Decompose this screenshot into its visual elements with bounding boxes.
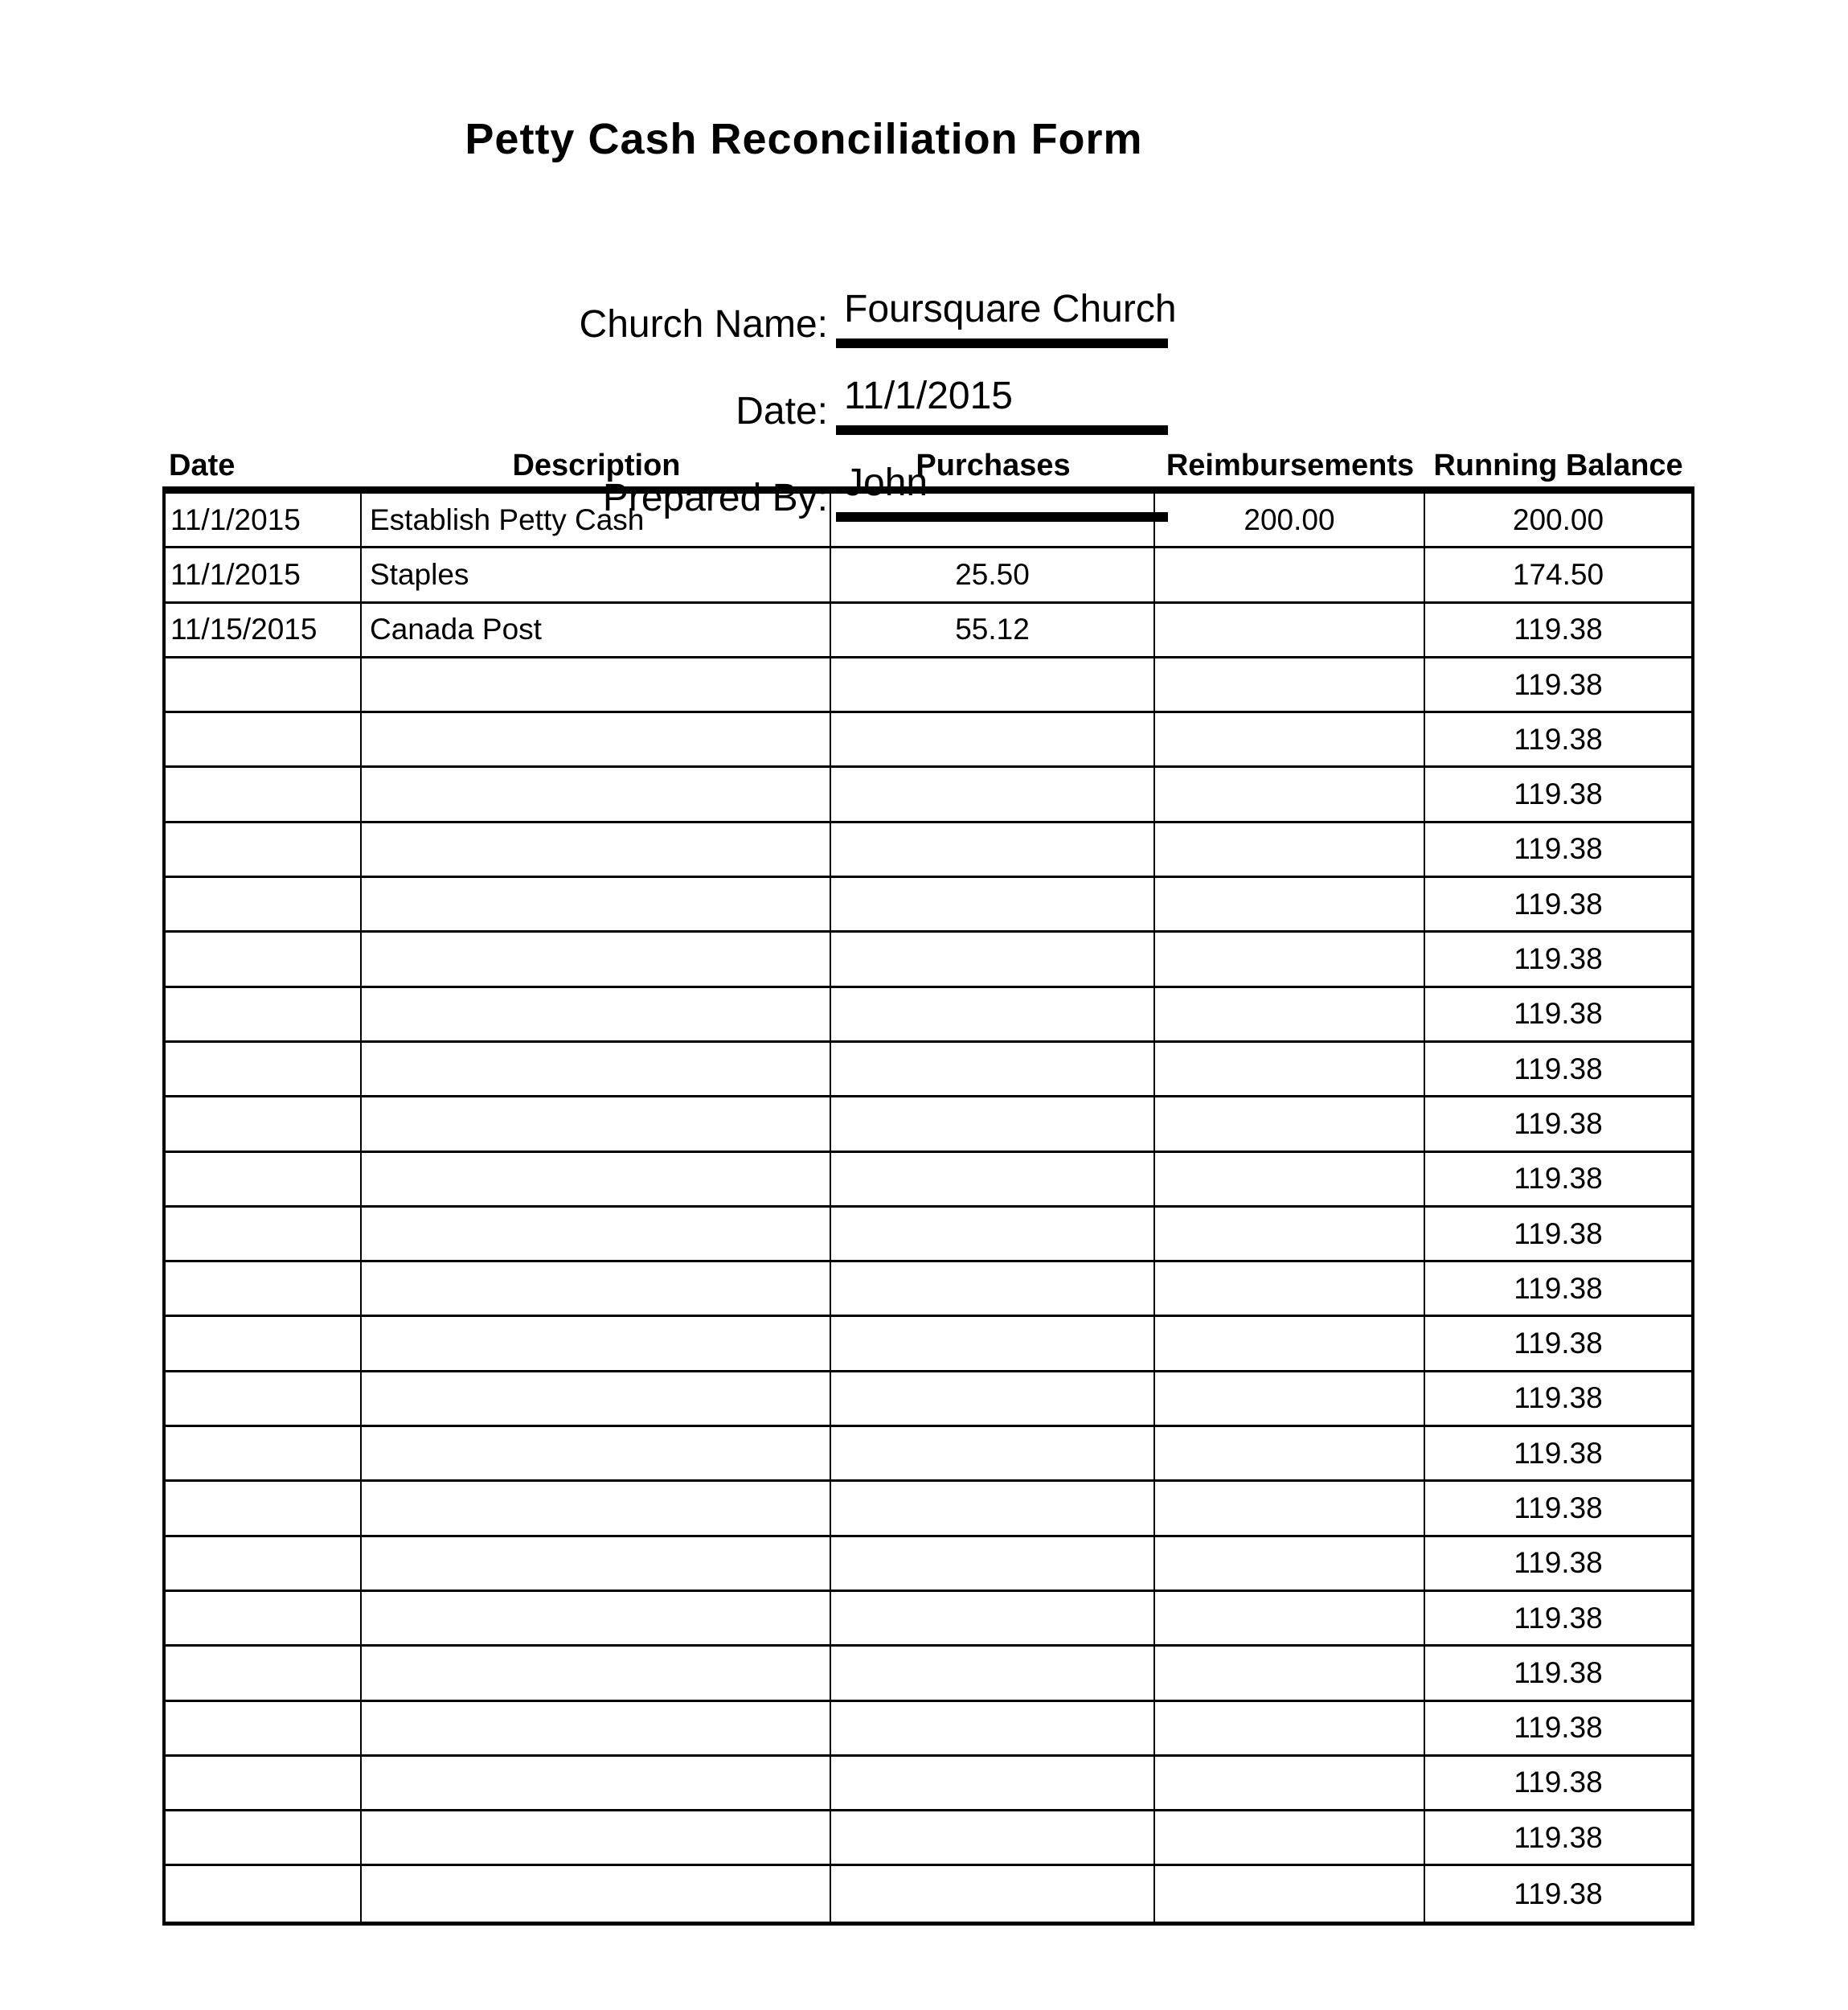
table-row bbox=[166, 768, 1691, 822]
table-row bbox=[166, 823, 1691, 878]
date-label: Date: bbox=[736, 390, 828, 433]
cell-date bbox=[166, 1647, 362, 1699]
cell-purchases bbox=[831, 658, 1155, 711]
cell-description bbox=[362, 1372, 831, 1425]
table-row bbox=[166, 1427, 1691, 1482]
cell-date: 11/15/2015 bbox=[166, 604, 362, 656]
cell-purchases bbox=[831, 768, 1155, 820]
cell-purchases bbox=[831, 1592, 1155, 1644]
cell-date bbox=[166, 1043, 362, 1095]
cell-reimbursements bbox=[1155, 1317, 1425, 1369]
date-row bbox=[352, 373, 1168, 435]
cell-purchases: 55.12 bbox=[831, 604, 1155, 656]
cell-running-balance: 119.38 bbox=[1514, 1216, 1603, 1250]
cell-reimbursements bbox=[1155, 1097, 1425, 1150]
cell-purchases bbox=[831, 878, 1155, 930]
cell-reimbursements bbox=[1155, 1482, 1425, 1534]
cell-running-balance: 119.38 bbox=[1514, 832, 1603, 866]
cell-running-balance: 119.38 bbox=[1514, 1711, 1603, 1745]
cell-reimbursements bbox=[1155, 1866, 1425, 1921]
cell-description bbox=[362, 1097, 831, 1150]
cell-date bbox=[166, 1702, 362, 1754]
cell-purchases bbox=[831, 1537, 1155, 1590]
church-name-row bbox=[352, 286, 1177, 348]
cell-description bbox=[362, 1262, 831, 1315]
church-name-label: Church Name: bbox=[579, 303, 828, 346]
cell-running-balance: 119.38 bbox=[1514, 887, 1603, 921]
cell-purchases bbox=[831, 1427, 1155, 1479]
cell-description bbox=[362, 1647, 831, 1699]
cell-running-balance: 119.38 bbox=[1514, 1436, 1603, 1470]
cell-running-balance: 119.38 bbox=[1514, 1766, 1603, 1799]
cell-running-balance: 119.38 bbox=[1514, 942, 1603, 976]
cell-purchases bbox=[831, 1208, 1155, 1260]
cell-reimbursements bbox=[1155, 878, 1425, 930]
cell-reimbursements bbox=[1155, 1811, 1425, 1864]
cell-date bbox=[166, 1811, 362, 1864]
cell-description bbox=[362, 1537, 831, 1590]
cell-description bbox=[362, 1811, 831, 1864]
table-row bbox=[166, 1208, 1691, 1262]
cell-description bbox=[362, 1043, 831, 1095]
cell-running-balance: 119.38 bbox=[1514, 1381, 1603, 1415]
table-row bbox=[166, 1537, 1691, 1592]
cell-reimbursements bbox=[1155, 1702, 1425, 1754]
cell-running-balance: 119.38 bbox=[1514, 1655, 1603, 1689]
cell-date bbox=[166, 1097, 362, 1150]
cell-date bbox=[166, 933, 362, 985]
cell-date bbox=[166, 1592, 362, 1644]
cell-description bbox=[362, 1482, 831, 1534]
cell-running-balance: 119.38 bbox=[1514, 1327, 1603, 1360]
cell-date bbox=[166, 1262, 362, 1315]
table-row bbox=[166, 878, 1691, 933]
table-row bbox=[166, 1372, 1691, 1427]
cell-running-balance: 119.38 bbox=[1514, 1601, 1603, 1635]
cell-description bbox=[362, 768, 831, 820]
cell-running-balance: 119.38 bbox=[1514, 1271, 1603, 1305]
cell-purchases bbox=[831, 1811, 1155, 1864]
cell-date bbox=[166, 1208, 362, 1260]
table-row bbox=[166, 1702, 1691, 1757]
cell-reimbursements bbox=[1155, 988, 1425, 1040]
cell-description: Canada Post bbox=[362, 604, 831, 656]
cell-date bbox=[166, 768, 362, 820]
cell-running-balance: 119.38 bbox=[1514, 667, 1603, 701]
cell-purchases bbox=[831, 933, 1155, 985]
church-name-value: Foursquare Church bbox=[836, 286, 1168, 348]
table-row bbox=[166, 1647, 1691, 1701]
cell-purchases bbox=[831, 1317, 1155, 1369]
column-header-date: Date bbox=[169, 449, 236, 482]
cell-description bbox=[362, 1592, 831, 1644]
form-title: Petty Cash Reconciliation Form bbox=[465, 115, 1143, 163]
cell-purchases bbox=[831, 1262, 1155, 1315]
table-row bbox=[166, 1866, 1691, 1921]
cell-reimbursements bbox=[1155, 658, 1425, 711]
cell-purchases bbox=[831, 1043, 1155, 1095]
cell-running-balance: 119.38 bbox=[1514, 1106, 1603, 1140]
cell-running-balance: 200.00 bbox=[1512, 503, 1604, 536]
cell-reimbursements bbox=[1155, 1153, 1425, 1205]
cell-reimbursements bbox=[1155, 1757, 1425, 1809]
ledger-table bbox=[162, 442, 1694, 1926]
cell-reimbursements bbox=[1155, 604, 1425, 656]
cell-running-balance: 119.38 bbox=[1514, 613, 1603, 646]
cell-reimbursements bbox=[1155, 1427, 1425, 1479]
cell-purchases bbox=[831, 494, 1155, 546]
cell-date bbox=[166, 1482, 362, 1534]
ledger-body bbox=[162, 494, 1694, 1926]
cell-running-balance: 119.38 bbox=[1514, 722, 1603, 756]
prepared-by-value: John bbox=[836, 460, 1168, 522]
prepared-by-label: Prepared By: bbox=[602, 477, 828, 519]
table-row bbox=[166, 548, 1691, 603]
cell-reimbursements bbox=[1155, 823, 1425, 876]
cell-date bbox=[166, 658, 362, 711]
cell-running-balance: 119.38 bbox=[1514, 1491, 1603, 1524]
table-row bbox=[166, 1262, 1691, 1317]
cell-purchases bbox=[831, 1757, 1155, 1809]
cell-purchases bbox=[831, 988, 1155, 1040]
cell-description bbox=[362, 1427, 831, 1479]
cell-description bbox=[362, 988, 831, 1040]
cell-reimbursements bbox=[1155, 1647, 1425, 1699]
table-row bbox=[166, 1153, 1691, 1208]
cell-running-balance: 119.38 bbox=[1514, 997, 1603, 1031]
cell-description bbox=[362, 1153, 831, 1205]
cell-reimbursements bbox=[1155, 1537, 1425, 1590]
table-row bbox=[166, 1757, 1691, 1811]
cell-reimbursements bbox=[1155, 713, 1425, 765]
cell-running-balance: 119.38 bbox=[1514, 1820, 1603, 1854]
cell-purchases bbox=[831, 1866, 1155, 1921]
cell-reimbursements bbox=[1155, 548, 1425, 601]
column-header-running-balance: Running Balance bbox=[1433, 449, 1683, 482]
cell-date bbox=[166, 1537, 362, 1590]
cell-reimbursements bbox=[1155, 1592, 1425, 1644]
cell-description bbox=[362, 1317, 831, 1369]
cell-description bbox=[362, 1757, 831, 1809]
cell-running-balance: 119.38 bbox=[1514, 1052, 1603, 1085]
cell-description: Staples bbox=[362, 548, 831, 601]
cell-running-balance: 174.50 bbox=[1512, 557, 1604, 591]
ledger-header-row bbox=[162, 442, 1694, 494]
cell-running-balance: 119.38 bbox=[1514, 1877, 1603, 1910]
column-header-purchases: Purchases bbox=[916, 449, 1071, 482]
table-row bbox=[166, 1043, 1691, 1097]
cell-date bbox=[166, 988, 362, 1040]
table-row bbox=[166, 1482, 1691, 1536]
cell-date bbox=[166, 1317, 362, 1369]
cell-description: Establish Petty Cash bbox=[362, 494, 831, 546]
table-row bbox=[166, 1592, 1691, 1647]
table-row bbox=[166, 1317, 1691, 1372]
cell-purchases bbox=[831, 1647, 1155, 1699]
cell-date bbox=[166, 878, 362, 930]
cell-date bbox=[166, 823, 362, 876]
cell-description bbox=[362, 1702, 831, 1754]
cell-reimbursements bbox=[1155, 1208, 1425, 1260]
cell-reimbursements bbox=[1155, 933, 1425, 985]
table-row bbox=[166, 1097, 1691, 1152]
cell-running-balance: 119.38 bbox=[1514, 1162, 1603, 1196]
cell-description bbox=[362, 823, 831, 876]
table-row bbox=[166, 933, 1691, 987]
cell-description bbox=[362, 1866, 831, 1921]
cell-reimbursements bbox=[1155, 1372, 1425, 1425]
table-row bbox=[166, 1811, 1691, 1866]
cell-date: 11/1/2015 bbox=[166, 548, 362, 601]
cell-date bbox=[166, 1153, 362, 1205]
cell-purchases bbox=[831, 1702, 1155, 1754]
cell-description bbox=[362, 878, 831, 930]
cell-description bbox=[362, 713, 831, 765]
table-row bbox=[166, 604, 1691, 658]
date-value: 11/1/2015 bbox=[836, 373, 1168, 435]
cell-reimbursements: 200.00 bbox=[1155, 494, 1425, 546]
cell-running-balance: 119.38 bbox=[1514, 777, 1603, 811]
table-row bbox=[166, 658, 1691, 713]
table-row bbox=[166, 494, 1691, 548]
cell-date bbox=[166, 1866, 362, 1921]
cell-reimbursements bbox=[1155, 1043, 1425, 1095]
cell-date bbox=[166, 1427, 362, 1479]
table-row bbox=[166, 713, 1691, 768]
cell-purchases bbox=[831, 1482, 1155, 1534]
cell-reimbursements bbox=[1155, 1262, 1425, 1315]
cell-purchases bbox=[831, 823, 1155, 876]
cell-date bbox=[166, 1372, 362, 1425]
cell-date bbox=[166, 1757, 362, 1809]
cell-reimbursements bbox=[1155, 768, 1425, 820]
cell-running-balance: 119.38 bbox=[1514, 1546, 1603, 1580]
cell-purchases bbox=[831, 1097, 1155, 1150]
cell-purchases bbox=[831, 1372, 1155, 1425]
cell-purchases: 25.50 bbox=[831, 548, 1155, 601]
cell-description bbox=[362, 658, 831, 711]
cell-purchases bbox=[831, 713, 1155, 765]
cell-description bbox=[362, 933, 831, 985]
table-row bbox=[166, 988, 1691, 1043]
cell-description bbox=[362, 1208, 831, 1260]
cell-date: 11/1/2015 bbox=[166, 494, 362, 546]
column-header-description: Description bbox=[512, 449, 681, 482]
column-header-reimbursements: Reimbursements bbox=[1166, 449, 1415, 482]
cell-purchases bbox=[831, 1153, 1155, 1205]
cell-date bbox=[166, 713, 362, 765]
